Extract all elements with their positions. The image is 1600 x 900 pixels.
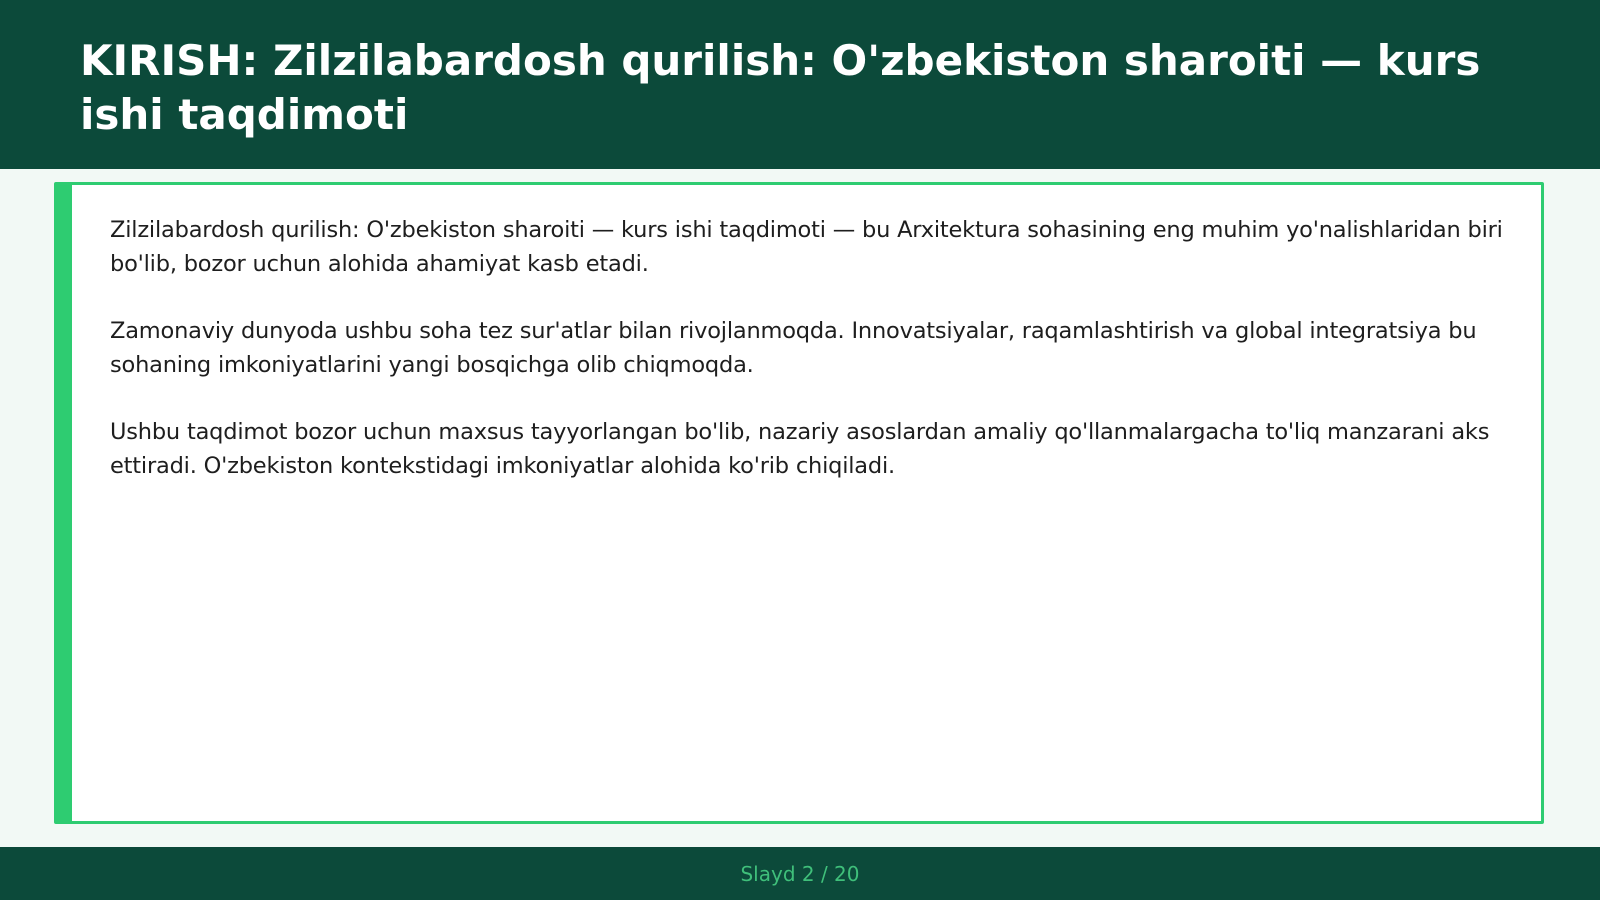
slide-number: Slayd 2 / 20 [740,862,860,886]
paragraph-3: Ushbu taqdimot bozor uchun maxsus tayyorlangan bo'lib, nazariy asoslardan amaliy qo'llanmalargacha to'liq manzarani aks ettiradi. O'zbekiston kontekstidagi imkoniyatlar alohida ko'rib chiqiladi. [110,419,1490,479]
body-text [110,213,1510,516]
slide-title: KIRISH: Zilzilabardosh qurilish: O'zbekiston sharoiti — kurs ishi taqdimoti [80,36,1481,139]
content-card [54,182,1544,824]
paragraph-2: Zamonaviy dunyoda ushbu soha tez sur'atlar bilan rivojlanmoqda. Innovatsiyalar, raqamlashtirish va global integratsiya bu sohaning imkoniyatlarini yangi bosqichga olib chiqmoqda. [110,318,1477,378]
paragraph-1: Zilzilabardosh qurilish: O'zbekiston sharoiti — kurs ishi taqdimoti — bu Arxitektura sohasining eng muhim yo'nalishlaridan biri bo'lib, bozor uchun alohida ahamiyat kasb etadi. [110,217,1503,277]
slide-header [0,0,1600,169]
slide-footer [0,847,1600,900]
